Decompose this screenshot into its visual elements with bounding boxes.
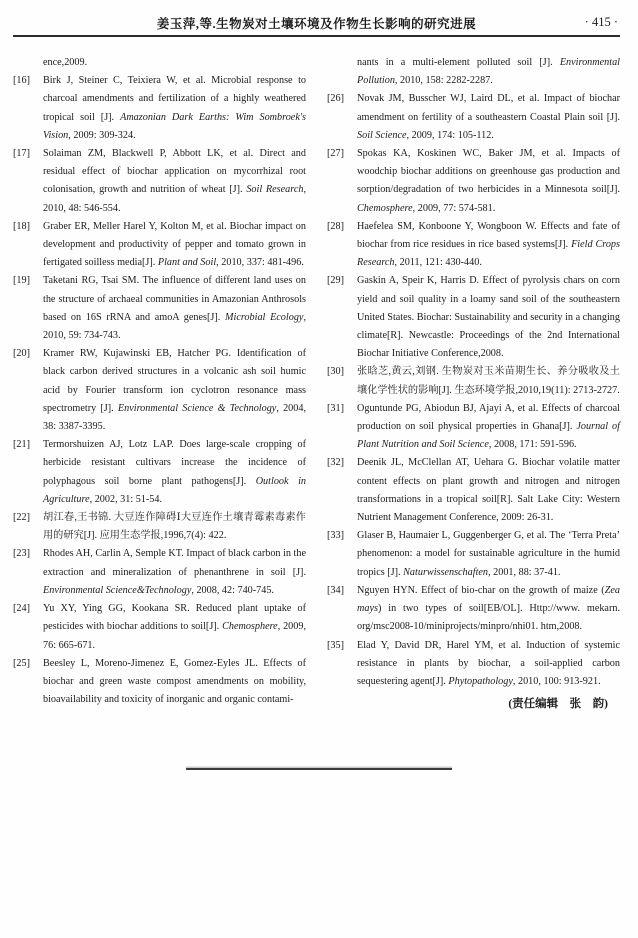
reference-number: [24] (13, 603, 30, 615)
reference-number: [30] (327, 366, 344, 378)
reference-number: [26] (327, 93, 344, 105)
reference-item (13, 655, 306, 710)
reference-text: Spokas KA, Koskinen WC, Baker JM, et al. Impacts of woodchip biochar additions on greenhouse gas production and sorption/degradation of two herbicides in a Minnesota soil[J]. Chemosphere, 2009, 77: 574-581. (357, 148, 620, 214)
reference-text: Deenik JL, McClellan AT, Uehara G. Biochar volatile matter content effects on plant growth and nitrogen and nitrogen transformations in a tropical soil[R]. Salt Lake City: Western Nutrient Management Conference, 2009: 26-31. (357, 457, 620, 524)
reference-number: [34] (327, 584, 344, 596)
reference-item (13, 218, 306, 273)
reference-number: [29] (327, 275, 344, 287)
reference-text: Beesley L, Moreno-Jimenez E, Gomez-Eyles JL. Effects of biochar and green waste compost amendments on mobility, bioavailability and toxicity of inorganic and organic contami- (43, 657, 306, 706)
reference-item (13, 345, 306, 436)
reference-item (327, 272, 620, 363)
reference-text: nants in a multi-element polluted soil [J]. Environmental Pollution, 2010, 158: 2282-2287. (357, 57, 620, 87)
references-section (13, 54, 620, 713)
reference-text: Taketani RG, Tsai SM. The influence of different land uses on the structure of archaeal communities in Amazonian Anthrosols based on 16S rRNA and amoA genes[J]. Microbial Ecology, 2010, 59: 734-743. (43, 275, 306, 342)
reference-number: [27] (327, 148, 344, 160)
page-header (13, 14, 620, 32)
references-right-column (327, 54, 620, 713)
reference-item (327, 145, 620, 218)
reference-item (327, 637, 620, 692)
reference-number: [20] (13, 348, 30, 360)
reference-item (13, 600, 306, 655)
reference-item (327, 527, 620, 582)
reference-number: [32] (327, 457, 344, 469)
reference-text: 张晗芝,黄云,刘钢. 生物炭对玉米苗期生长、养分吸收及土壤化学性状的影响[J]. 生态环境学报,2010,19(11): 2713-2727. (357, 366, 620, 396)
reference-text: Yu XY, Ying GG, Kookana SR. Reduced plant uptake of pesticides with biochar additions to soil[J]. Chemosphere, 2009, 76: 665-671. (43, 603, 307, 651)
reference-text: Nguyen HYN. Effect of bio-char on the growth of maize (Zea mays) in two types of soil[EB/OL]. Http://www. mekarn. org/msc2008-10/miniprojects/minpro/nhi01. htm,2008. (357, 584, 620, 633)
reference-text: Oguntunde PG, Abiodun BJ, Ajayi A, et al. Effects of charcoal production on soil physical properties in Ghana[J]. Journal of Plant Nutrition and Soil Science, 2008, 171: 591-596. (357, 402, 620, 451)
reference-text: Kramer RW, Kujawinski EB, Hatcher PG. Identification of black carbon derived structures in a volcanic ash soil humic acid by Fourier transform ion cyclotron resonance mass spectrometry [J]. Environmental Science & Technology, 2004, 38: 3387-3395. (43, 348, 307, 433)
reference-number: [28] (327, 220, 344, 232)
reference-number (327, 54, 357, 90)
reference-text: Birk J, Steiner C, Teixiera W, et al. Microbial response to charcoal amendments and fertilization of a highly weathered tropical soil [J]. Amazonian Dark Earths: Wim Sombroek's Vision, 2009: 309-324. (43, 75, 306, 141)
reference-item (327, 454, 620, 527)
reference-text: 胡江春,王书锦. 大豆连作障碍Ⅰ大豆连作土壤青霉素毒素作用的研究[J]. 应用生态学报,1996,7(4): 422. (43, 512, 306, 542)
reference-item (13, 54, 306, 72)
reference-number: [22] (13, 512, 30, 524)
reference-text: Haefelea SM, Konboone Y, Wongboon W. Effects and fate of biochar from rice residues in rice based systems[J]. Field Crops Research, 2011, 121: 430-440. (357, 220, 620, 269)
page-number: · 415 · (584, 15, 618, 29)
running-title: 姜玉萍,等.生物炭对土壤环境及作物生长影响的研究进展 (156, 17, 477, 31)
reference-list-right (327, 54, 620, 691)
end-rule (186, 768, 452, 770)
reference-text: Solaiman ZM, Blackwell P, Abbott LK, et al. Direct and residual effect of biochar application on mycorrhizal root colonisation, growth and nutrition of wheat [J]. Soil Research, 2010, 48: 546-554. (43, 148, 306, 214)
reference-text: Glaser B, Haumaier L, Guggenberger G, et al. The ‘Terra Preta’ phenomenon: a model for sustainable agriculture in the humid tropics [J]. Naturwissenschaften, 2001, 88: 37-41. (357, 530, 620, 578)
reference-number: [18] (13, 220, 30, 232)
reference-number: [17] (13, 148, 30, 160)
reference-item (13, 436, 306, 509)
reference-item (327, 400, 620, 455)
reference-text: Gaskin A, Speir K, Harris D. Effect of pyrolysis chars on corn yield and soil quality in a loamy sand soil of the southeastern United States. Biochar: Sustainability and security in a changing climate[R]. Newcastle: Proceedings of the 2nd International Biochar Initiative Conference,2008. (357, 275, 620, 360)
reference-item (13, 272, 306, 345)
reference-item (327, 90, 620, 145)
reference-item (327, 582, 620, 637)
reference-text: Novak JM, Busscher WJ, Laird DL, et al. Impact of biochar amendment on fertility of a southeastern Coastal Plain soil [J]. Soil Science, 2009, 174: 105-112. (357, 93, 620, 141)
reference-text: Termorshuizen AJ, Lotz LAP. Does large-scale cropping of herbicide resistant cultivars increase the incidence of polyphagous soil borne plant pathogens[J]. Outlook in Agriculture, 2002, 31: 51-54. (43, 439, 306, 505)
reference-item (327, 54, 620, 90)
reference-item (13, 145, 306, 218)
reference-text: Graber ER, Meller Harel Y, Kolton M, et al. Biochar impact on development and productivity of pepper and tomato grown in fertigated soilless media[J]. Plant and Soil, 2010, 337: 481-496. (43, 220, 306, 269)
reference-item (327, 218, 620, 273)
reference-text: Rhodes AH, Carlin A, Semple KT. Impact of black carbon in the extraction and mineralization of phenanthrene in soil [J]. Environmental Science&Technology, 2008, 42: 740-745. (43, 548, 306, 596)
reference-number: [35] (327, 639, 344, 651)
references-left-column (13, 54, 306, 713)
reference-list-left (13, 54, 306, 709)
reference-text: ence,2009. (43, 57, 88, 68)
reference-item (13, 509, 306, 545)
reference-item (327, 363, 620, 399)
reference-item (13, 545, 306, 600)
reference-number: [21] (13, 439, 30, 451)
reference-number: [19] (13, 275, 30, 287)
reference-number: [16] (13, 75, 30, 87)
reference-number: [33] (327, 530, 344, 542)
reference-number: [31] (327, 402, 344, 414)
reference-item (13, 72, 306, 145)
reference-number: [25] (13, 657, 30, 669)
reference-number (13, 54, 43, 72)
reference-number: [23] (13, 548, 30, 560)
header-rule (13, 35, 620, 37)
editor-note: (责任编辑 张 韵) (508, 698, 608, 711)
reference-text: Elad Y, David DR, Harel YM, et al. Induction of systemic resistance in plants by biochar, a soil-applied carbon sequestering agent[J]. Phytopathology, 2010, 100: 913-921. (357, 639, 620, 687)
